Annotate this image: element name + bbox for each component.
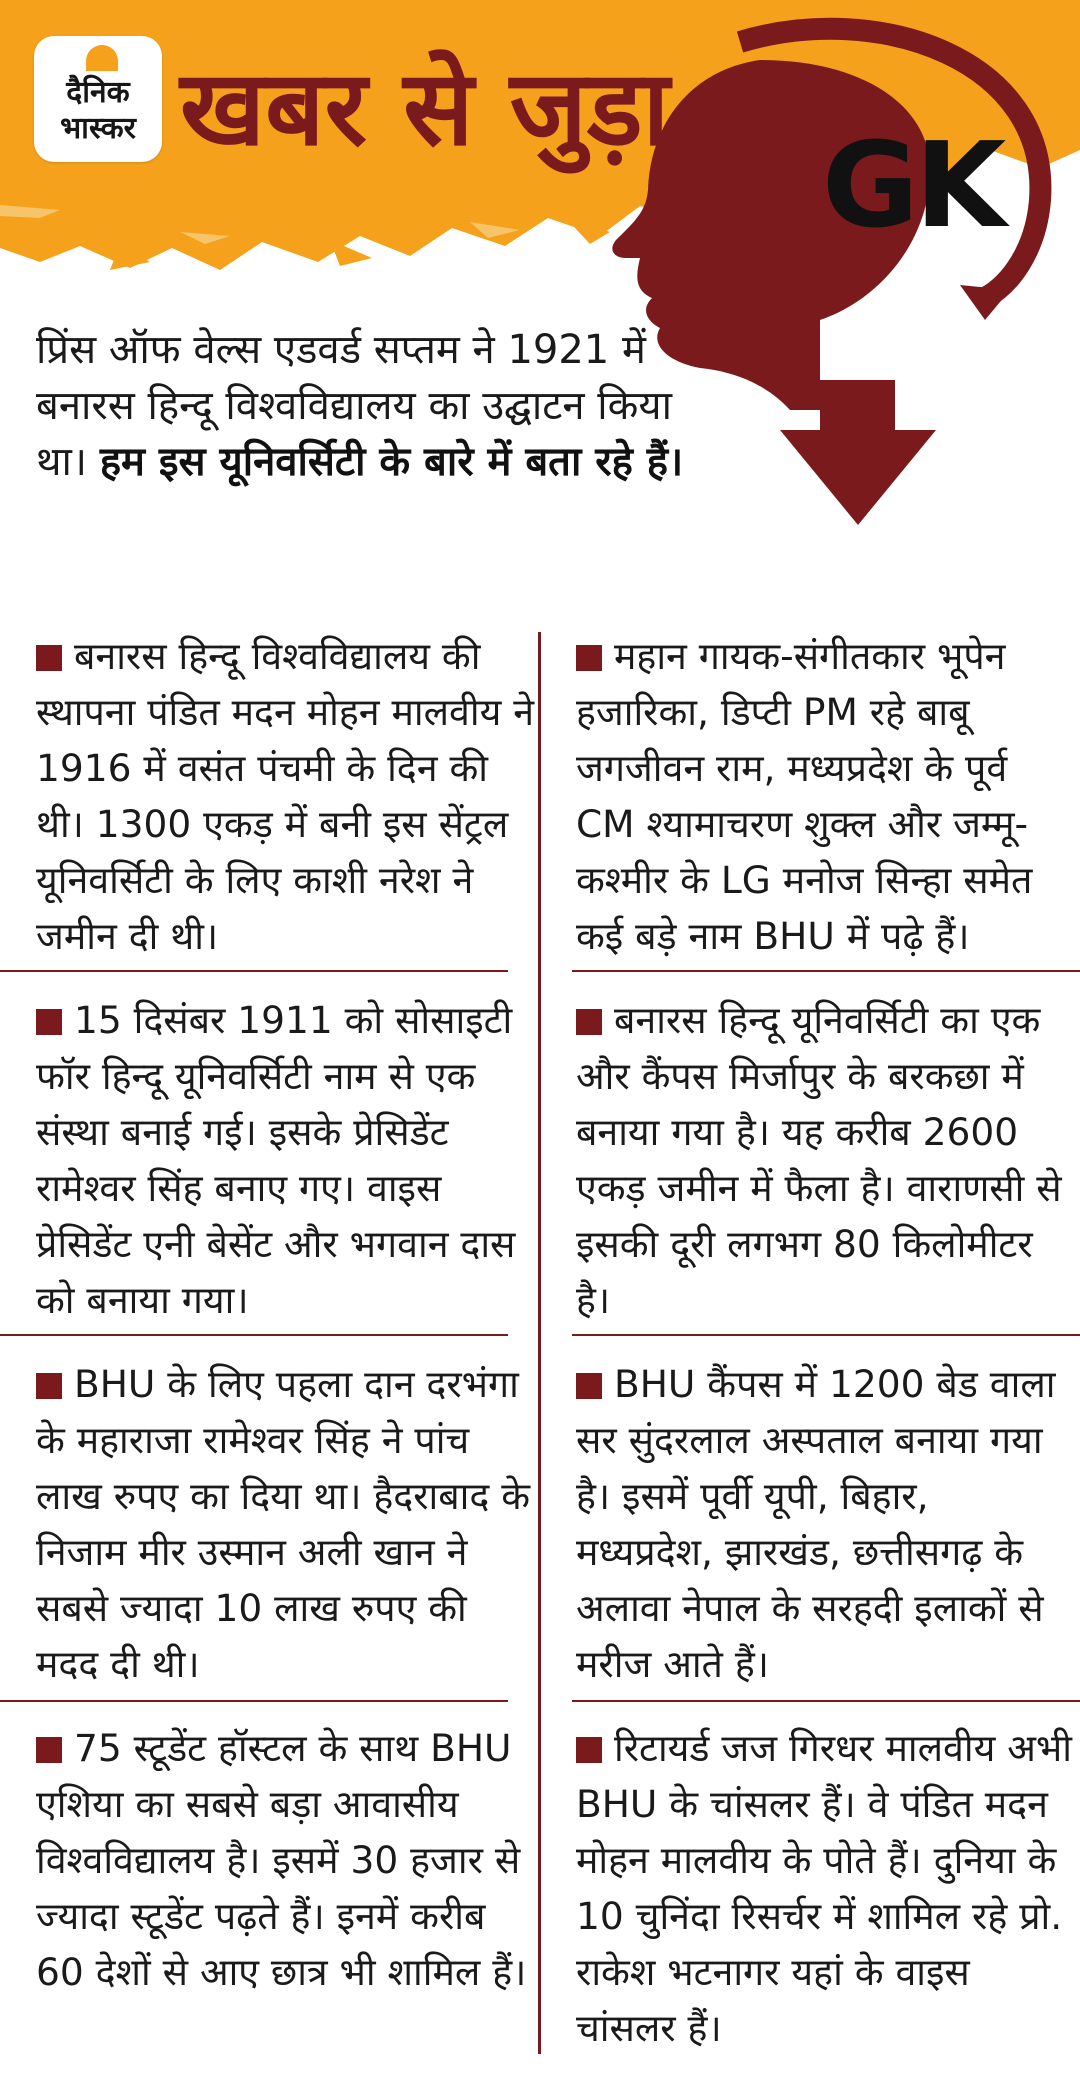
row-divider bbox=[0, 1700, 508, 1702]
fact-card bbox=[576, 992, 1076, 1328]
row-divider bbox=[0, 1334, 508, 1336]
fact-text: बनारस हिन्दू विश्वविद्यालय की स्थापना पंडित मदन मोहन मालवीय ने 1916 में वसंत पंचमी के दिन की थी। 1300 एकड़ में बनी इस सेंट्रल यूनिवर्सिटी के लिए काशी नरेश ने जमीन दी थी। bbox=[36, 634, 535, 958]
fact-text: 75 स्टूडेंट हॉस्टल के साथ BHU एशिया का सबसे बड़ा आवासीय विश्वविद्यालय है। इसमें 30 हजार से ज्यादा स्टूडेंट पढ़ते हैं। इनमें करीब 60 देशों से आए छात्र भी शामिल हैं। bbox=[36, 1726, 527, 1994]
fact-card bbox=[36, 992, 536, 1328]
row-divider bbox=[572, 970, 1080, 972]
page-title: खबर से जुड़ा bbox=[180, 47, 670, 169]
bullet-square-icon bbox=[576, 645, 602, 671]
fact-card bbox=[36, 628, 536, 964]
fact-card bbox=[36, 1356, 536, 1692]
bullet-square-icon bbox=[36, 645, 62, 671]
column-divider bbox=[538, 632, 541, 2054]
bullet-square-icon bbox=[36, 1737, 62, 1763]
intro-text: प्रिंस ऑफ वेल्स एडवर्ड सप्तम ने 1921 में बनारस हिन्दू विश्वविद्यालय का उद्घाटन किया था। bbox=[36, 327, 672, 485]
bullet-square-icon bbox=[576, 1737, 602, 1763]
fact-text: BHU कैंपस में 1200 बेड वाला सर सुंदरलाल अस्पताल बनाया गया है। इसमें पूर्वी यूपी, बिहार, मध्यप्रदेश, झारखंड, छत्तीसगढ़ के अलावा नेपाल के सरहदी इलाकों से मरीज आते हैं। bbox=[576, 1362, 1056, 1686]
logo-text-line2: भास्कर bbox=[60, 111, 136, 146]
row-divider bbox=[572, 1700, 1080, 1702]
row-divider bbox=[572, 1334, 1080, 1336]
fact-card bbox=[576, 1720, 1076, 2056]
fact-text: BHU के लिए पहला दान दरभंगा के महाराजा रामेश्वर सिंह ने पांच लाख रुपए का दिया था। हैदराबाद के निजाम मीर उस्मान अली खान ने सबसे ज्यादा 10 लाख रुपए की मदद दी थी। bbox=[36, 1362, 530, 1686]
fact-text: बनारस हिन्दू यूनिवर्सिटी का एक और कैंपस मिर्जापुर के बरकछा में बनाया गया है। यह करीब 2600 एकड़ जमीन में फैला है। वाराणसी से इसकी दूरी लगभग 80 किलोमीटर है। bbox=[576, 998, 1062, 1322]
bullet-square-icon bbox=[576, 1009, 602, 1035]
gk-badge: GK bbox=[822, 116, 1003, 254]
fact-text: रिटायर्ड जज गिरधर मालवीय अभी BHU के चांसलर हैं। वे पंडित मदन मोहन मालवीय के पोते हैं। दुनिया के 10 चुनिंदा रिसर्चर में शामिल रहे प्रो. राकेश भटनागर यहां के वाइस चांसलर हैं। bbox=[576, 1726, 1072, 2050]
fact-card bbox=[576, 1356, 1076, 1692]
fact-text: महान गायक-संगीतकार भूपेन हजारिका, डिप्टी PM रहे बाबू जगजीवन राम, मध्यप्रदेश के पूर्व CM श्यामाचरण शुक्ल और जम्मू-कश्मीर के LG मनोज सिन्हा समेत कई बड़े नाम BHU में पढ़े हैं। bbox=[576, 634, 1033, 958]
intro-bold-text: हम इस यूनिवर्सिटी के बारे में बता रहे हैं। bbox=[99, 439, 684, 485]
bullet-square-icon bbox=[576, 1373, 602, 1399]
bullet-square-icon bbox=[36, 1373, 62, 1399]
fact-card bbox=[36, 1720, 536, 2000]
bullet-square-icon bbox=[36, 1009, 62, 1035]
logo-text-line1: दैनिक bbox=[66, 75, 130, 110]
fact-card bbox=[576, 628, 1076, 964]
fact-text: 15 दिसंबर 1911 को सोसाइटी फॉर हिन्दू यूनिवर्सिटी नाम से एक संस्था बनाई गई। इसके प्रेसिडेंट रामेश्वर सिंह बनाए गए। वाइस प्रेसिडेंट एनी बेसेंट और भगवान दास को बनाया गया। bbox=[36, 998, 516, 1322]
intro-paragraph bbox=[36, 322, 696, 490]
row-divider bbox=[0, 970, 508, 972]
